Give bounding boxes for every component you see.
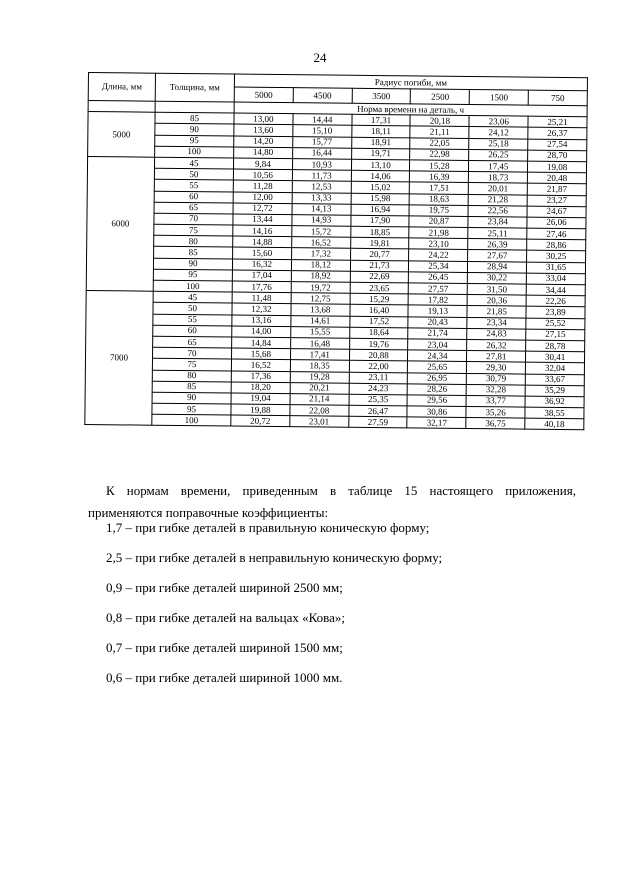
norm-value-cell: 32,28 xyxy=(466,384,525,396)
thickness-cell: 75 xyxy=(152,359,231,371)
header-length: Длина, мм xyxy=(88,73,155,102)
norm-value-cell: 36,75 xyxy=(466,418,525,430)
norm-value-cell: 20,18 xyxy=(410,115,469,127)
norm-value-cell: 28,94 xyxy=(468,261,527,273)
norm-value-cell: 11,28 xyxy=(233,180,292,192)
norm-value-cell: 14,84 xyxy=(232,337,291,349)
thickness-cell: 100 xyxy=(153,280,232,292)
norm-value-cell: 12,32 xyxy=(232,303,291,315)
norm-value-cell: 32,04 xyxy=(526,362,585,374)
norm-value-cell: 25,52 xyxy=(526,318,585,330)
thickness-cell: 60 xyxy=(154,191,233,203)
norm-value-cell: 15,72 xyxy=(292,226,351,238)
thickness-cell: 90 xyxy=(152,392,231,404)
thickness-cell: 65 xyxy=(154,202,233,214)
norm-value-cell: 14,20 xyxy=(234,136,293,148)
thickness-cell: 70 xyxy=(154,213,233,225)
thickness-cell: 55 xyxy=(154,180,233,192)
norm-value-cell: 13,60 xyxy=(234,124,293,136)
norm-value-cell: 24,34 xyxy=(408,350,467,362)
header-radius-value: 5000 xyxy=(234,87,293,103)
norm-value-cell: 17,52 xyxy=(350,316,409,328)
coefficient-item: 0,7 – при гибке деталей шириной 1500 мм; xyxy=(106,640,343,655)
length-cell: 7000 xyxy=(85,291,153,426)
norm-value-cell: 15,29 xyxy=(350,293,409,305)
norm-value-cell: 18,85 xyxy=(350,226,409,238)
thickness-cell: 45 xyxy=(154,157,233,169)
norm-value-cell: 38,55 xyxy=(525,407,584,419)
norm-value-cell: 22,26 xyxy=(526,295,585,307)
norm-value-cell: 17,45 xyxy=(469,160,528,172)
norm-value-cell: 18,73 xyxy=(469,172,528,184)
norm-value-cell: 14,61 xyxy=(291,315,350,327)
header-radius-value: 1500 xyxy=(469,89,528,105)
norm-value-cell: 13,10 xyxy=(351,159,410,171)
norm-value-cell: 14,06 xyxy=(351,170,410,182)
intro-paragraph: К нормам времени, приведенным в таблице 15 настоящего приложения, применяются поправочные коэффициенты: xyxy=(88,483,576,520)
norm-value-cell: 16,52 xyxy=(291,237,350,249)
thickness-cell: 90 xyxy=(153,258,232,270)
norm-value-cell: 24,83 xyxy=(467,328,526,340)
norm-value-cell: 18,11 xyxy=(351,126,410,138)
norm-value-cell: 20,72 xyxy=(231,415,290,427)
norm-value-cell: 23,01 xyxy=(290,416,349,428)
norm-value-cell: 18,12 xyxy=(291,259,350,271)
thickness-cell: 45 xyxy=(153,291,232,303)
norm-value-cell: 13,16 xyxy=(232,315,291,327)
norm-value-cell: 29,30 xyxy=(467,362,526,374)
norm-value-cell: 30,22 xyxy=(468,272,527,284)
norm-value-cell: 16,44 xyxy=(292,147,351,159)
norm-value-cell: 13,00 xyxy=(234,113,293,125)
norm-value-cell: 26,45 xyxy=(409,272,468,284)
norm-value-cell: 27,59 xyxy=(348,416,407,428)
norm-value-cell: 32,17 xyxy=(407,417,466,429)
norm-value-cell: 16,52 xyxy=(231,359,290,371)
norm-value-cell: 27,67 xyxy=(468,250,527,262)
norm-value-cell: 20,77 xyxy=(350,249,409,261)
coefficient-item: 0,9 – при гибке деталей шириной 2500 мм; xyxy=(106,580,343,595)
norm-value-cell: 26,37 xyxy=(528,127,587,139)
norm-value-cell: 20,87 xyxy=(409,216,468,228)
norm-value-cell: 15,10 xyxy=(293,125,352,137)
norm-value-cell: 23,84 xyxy=(468,216,527,228)
page-number: 24 xyxy=(313,50,327,65)
norm-value-cell: 14,88 xyxy=(233,236,292,248)
norm-value-cell: 30,86 xyxy=(407,406,466,418)
norm-value-cell: 24,67 xyxy=(527,206,586,218)
thickness-cell: 85 xyxy=(152,381,231,393)
header-radius-value: 2500 xyxy=(411,89,470,105)
norm-value-cell: 19,76 xyxy=(349,338,408,350)
norm-value-cell: 19,13 xyxy=(408,305,467,317)
norm-value-cell: 16,40 xyxy=(350,305,409,317)
thickness-cell: 90 xyxy=(155,124,234,136)
thickness-cell: 95 xyxy=(153,269,232,281)
norm-value-cell: 17,32 xyxy=(291,248,350,260)
norm-value-cell: 14,16 xyxy=(233,225,292,237)
norm-value-cell: 19,04 xyxy=(231,393,290,405)
norm-value-cell: 13,68 xyxy=(291,304,350,316)
norm-value-cell: 14,00 xyxy=(232,326,291,338)
norm-value-cell: 25,34 xyxy=(409,260,468,272)
norm-value-cell: 26,06 xyxy=(527,217,586,229)
norm-value-cell: 17,51 xyxy=(410,182,469,194)
norm-value-cell: 17,41 xyxy=(290,349,349,361)
norm-value-cell: 14,80 xyxy=(234,147,293,159)
norm-value-cell: 21,85 xyxy=(467,306,526,318)
norm-value-cell: 23,65 xyxy=(350,282,409,294)
norm-value-cell: 27,15 xyxy=(526,329,585,341)
header-radius-value: 3500 xyxy=(352,88,411,104)
norm-value-cell: 22,08 xyxy=(290,405,349,417)
norm-value-cell: 28,78 xyxy=(526,340,585,352)
norm-value-cell: 15,77 xyxy=(293,136,352,148)
norm-value-cell: 9,84 xyxy=(233,158,292,170)
norm-value-cell: 27,54 xyxy=(528,139,587,151)
norm-value-cell: 28,26 xyxy=(408,384,467,396)
norm-value-cell: 28,86 xyxy=(527,239,586,251)
norm-value-cell: 12,00 xyxy=(233,192,292,204)
norm-value-cell: 23,06 xyxy=(469,116,528,128)
norm-value-cell: 22,69 xyxy=(350,271,409,283)
norm-value-cell: 15,68 xyxy=(231,348,290,360)
norm-value-cell: 40,18 xyxy=(525,418,584,430)
norm-value-cell: 15,98 xyxy=(351,193,410,205)
norm-value-cell: 22,05 xyxy=(410,137,469,149)
coefficient-item: 2,5 – при гибке деталей в неправильную коническую форму; xyxy=(106,550,443,565)
norm-value-cell: 23,27 xyxy=(527,195,586,207)
norm-value-cell: 13,33 xyxy=(292,192,351,204)
norm-value-cell: 30,79 xyxy=(467,373,526,385)
norm-value-cell: 17,82 xyxy=(409,294,468,306)
norm-value-cell: 25,21 xyxy=(528,116,587,128)
norm-value-cell: 33,77 xyxy=(466,395,525,407)
thickness-cell: 50 xyxy=(154,168,233,180)
norm-value-cell: 24,22 xyxy=(409,249,468,261)
header-radius-value: 750 xyxy=(528,90,587,106)
thickness-cell: 60 xyxy=(153,325,232,337)
norm-value-cell: 31,65 xyxy=(527,262,586,274)
header-radius: Радиус погиби, мм xyxy=(234,74,587,91)
norm-value-cell: 24,12 xyxy=(469,127,528,139)
norm-value-cell: 21,73 xyxy=(350,260,409,272)
norm-value-cell: 25,35 xyxy=(349,394,408,406)
norm-value-cell: 27,81 xyxy=(467,351,526,363)
norm-value-cell: 23,11 xyxy=(349,372,408,384)
norm-value-cell: 22,56 xyxy=(468,205,527,217)
length-cell: 5000 xyxy=(88,112,155,157)
norm-value-cell: 20,48 xyxy=(527,172,586,184)
thickness-cell: 85 xyxy=(154,247,233,259)
norm-value-cell: 35,29 xyxy=(525,385,584,397)
norm-value-cell: 19,75 xyxy=(409,205,468,217)
coefficient-item: 0,8 – при гибке деталей на вальцах «Кова»; xyxy=(106,610,345,625)
norm-value-cell: 16,94 xyxy=(351,204,410,216)
thickness-cell: 80 xyxy=(152,370,231,382)
norm-value-cell: 17,90 xyxy=(351,215,410,227)
norm-value-cell: 19,71 xyxy=(351,148,410,160)
thickness-cell: 100 xyxy=(155,146,234,158)
norm-value-cell: 12,72 xyxy=(233,203,292,215)
norm-value-cell: 18,91 xyxy=(351,137,410,149)
header-radius-value: 4500 xyxy=(293,88,352,104)
norm-value-cell: 26,39 xyxy=(468,239,527,251)
header-norm: Норма времени на деталь, ч xyxy=(234,102,587,117)
norm-value-cell: 16,48 xyxy=(290,338,349,350)
thickness-cell: 85 xyxy=(155,112,234,124)
norm-value-cell: 22,98 xyxy=(410,149,469,161)
norm-value-cell: 26,95 xyxy=(408,372,467,384)
norms-table xyxy=(84,72,588,431)
norm-value-cell: 26,25 xyxy=(469,149,528,161)
norm-value-cell: 25,11 xyxy=(468,228,527,240)
norm-value-cell: 21,14 xyxy=(290,394,349,406)
norm-value-cell: 21,98 xyxy=(409,227,468,239)
thickness-cell: 75 xyxy=(154,224,233,236)
norm-value-cell: 26,47 xyxy=(349,405,408,417)
thickness-cell: 95 xyxy=(152,403,231,415)
norm-value-cell: 25,65 xyxy=(408,361,467,373)
norm-value-cell: 31,50 xyxy=(468,283,527,295)
thickness-cell: 100 xyxy=(152,414,231,426)
thickness-cell: 50 xyxy=(153,303,232,315)
norm-value-cell: 16,39 xyxy=(410,171,469,183)
norm-value-cell: 20,43 xyxy=(408,316,467,328)
norm-value-cell: 18,92 xyxy=(291,270,350,282)
norm-value-cell: 27,46 xyxy=(527,228,586,240)
norm-value-cell: 10,56 xyxy=(233,169,292,181)
norm-value-cell: 34,44 xyxy=(526,284,585,296)
table-body xyxy=(85,101,587,431)
norm-value-cell: 22,00 xyxy=(349,361,408,373)
norm-value-cell: 35,26 xyxy=(466,407,525,419)
norm-value-cell: 14,93 xyxy=(292,215,351,227)
coefficient-item: 0,6 – при гибке деталей шириной 1000 мм. xyxy=(106,670,343,685)
norm-value-cell: 14,44 xyxy=(293,114,352,126)
header-thickness: Толщина, мм xyxy=(155,73,234,102)
norm-value-cell: 20,21 xyxy=(290,382,349,394)
norm-value-cell: 21,74 xyxy=(408,328,467,340)
norm-value-cell: 30,41 xyxy=(526,351,585,363)
norm-value-cell: 18,64 xyxy=(349,327,408,339)
norm-value-cell: 33,67 xyxy=(525,374,584,386)
norm-value-cell: 18,63 xyxy=(410,193,469,205)
norm-value-cell: 18,35 xyxy=(290,360,349,372)
thickness-cell: 80 xyxy=(154,235,233,247)
norm-value-cell: 15,60 xyxy=(233,247,292,259)
norm-value-cell: 19,88 xyxy=(231,404,290,416)
norm-value-cell: 17,04 xyxy=(232,270,291,282)
norm-value-cell: 29,56 xyxy=(408,395,467,407)
norm-value-cell: 36,92 xyxy=(525,396,584,408)
norm-value-cell: 26,32 xyxy=(467,339,526,351)
norm-value-cell: 17,76 xyxy=(232,281,291,293)
thickness-cell: 70 xyxy=(153,347,232,359)
norm-value-cell: 24,23 xyxy=(349,383,408,395)
thickness-cell: 55 xyxy=(153,314,232,326)
coefficient-item: 1,7 – при гибке деталей в правильную коническую форму; xyxy=(106,520,430,535)
norm-value-cell: 17,31 xyxy=(352,114,411,126)
length-cell: 6000 xyxy=(86,156,154,291)
norm-value-cell: 20,88 xyxy=(349,349,408,361)
norm-value-cell: 27,57 xyxy=(409,283,468,295)
norm-value-cell: 15,55 xyxy=(291,326,350,338)
norm-value-cell: 17,36 xyxy=(231,371,290,383)
norm-value-cell: 33,04 xyxy=(526,273,585,285)
norm-value-cell: 14,13 xyxy=(292,203,351,215)
norm-value-cell: 19,28 xyxy=(290,371,349,383)
norm-value-cell: 10,93 xyxy=(292,159,351,171)
norm-value-cell: 11,73 xyxy=(292,170,351,182)
norm-value-cell: 16,32 xyxy=(232,259,291,271)
norm-value-cell: 19,08 xyxy=(528,161,587,173)
norm-value-cell: 15,02 xyxy=(351,182,410,194)
norm-value-cell: 30,25 xyxy=(527,251,586,263)
norm-value-cell: 28,70 xyxy=(528,150,587,162)
norm-value-cell: 20,36 xyxy=(467,295,526,307)
thickness-cell: 65 xyxy=(153,336,232,348)
norm-value-cell: 13,44 xyxy=(233,214,292,226)
norm-value-cell: 12,53 xyxy=(292,181,351,193)
norm-value-cell: 15,28 xyxy=(410,160,469,172)
norm-value-cell: 21,87 xyxy=(527,183,586,195)
thickness-cell: 95 xyxy=(155,135,234,147)
norm-value-cell: 11,48 xyxy=(232,292,291,304)
norm-value-cell: 23,89 xyxy=(526,306,585,318)
norm-value-cell: 23,34 xyxy=(467,317,526,329)
norm-value-cell: 12,75 xyxy=(291,293,350,305)
norm-value-cell: 23,10 xyxy=(409,238,468,250)
norm-value-cell: 23,04 xyxy=(408,339,467,351)
norm-value-cell: 21,28 xyxy=(468,194,527,206)
norm-value-cell: 19,72 xyxy=(291,282,350,294)
norm-value-cell: 21,11 xyxy=(410,126,469,138)
norm-value-cell: 19,81 xyxy=(350,238,409,250)
norm-value-cell: 25,18 xyxy=(469,138,528,150)
norm-value-cell: 18,20 xyxy=(231,382,290,394)
norm-value-cell: 20,01 xyxy=(469,183,528,195)
